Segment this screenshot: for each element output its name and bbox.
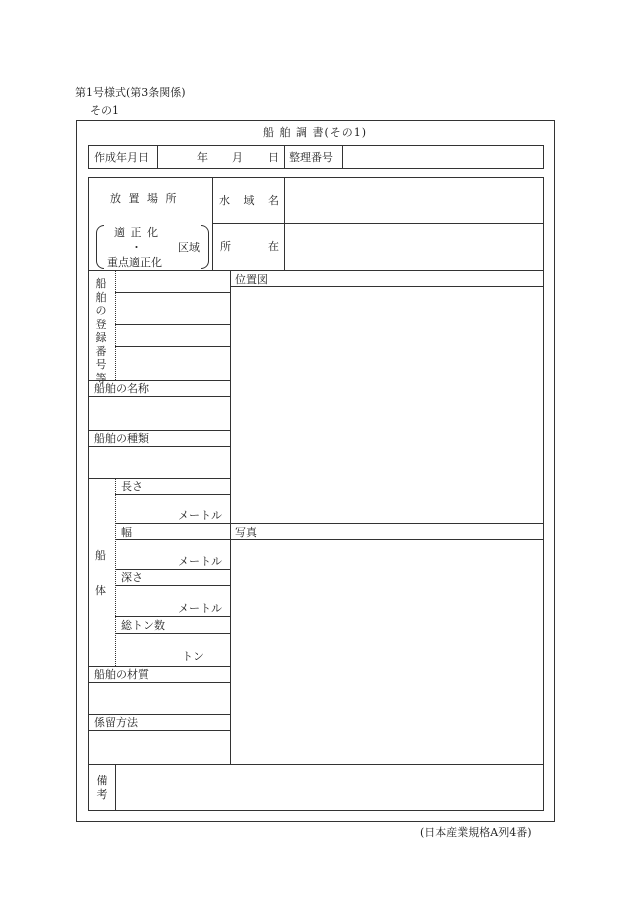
abandoned-place-label: 放 置 場 所 bbox=[110, 192, 179, 205]
paper-size-note: (日本産業規格A列4番) bbox=[420, 826, 532, 839]
tonnage-unit: トン bbox=[182, 650, 204, 663]
day-label: 日 bbox=[268, 151, 279, 164]
reference-number-label: 整理番号 bbox=[289, 151, 333, 164]
form-title: 船 舶 調 書(その1) bbox=[262, 126, 368, 139]
right-brace bbox=[201, 225, 209, 269]
priority-proper-label: 重点適正化 bbox=[107, 256, 162, 269]
form-number: 第1号様式(第3条関係) bbox=[75, 86, 186, 99]
dot-label: ・ bbox=[131, 241, 142, 254]
address-label-2: 在 bbox=[268, 240, 279, 253]
vessel-name-label: 船舶の名称 bbox=[94, 382, 149, 395]
width-unit: メートル bbox=[178, 555, 222, 568]
mooring-method-label: 係留方法 bbox=[94, 716, 138, 729]
hull-label-1: 船 bbox=[95, 549, 106, 562]
year-label: 年 bbox=[197, 151, 208, 164]
left-brace bbox=[96, 225, 104, 269]
registration-label: 船舶の登録番号等 bbox=[95, 277, 107, 385]
hull-label-2: 体 bbox=[95, 584, 106, 597]
length-label: 長さ bbox=[121, 480, 143, 493]
remarks-label: 備考 bbox=[96, 774, 108, 801]
gross-tonnage-label: 総トン数 bbox=[121, 619, 165, 632]
width-label: 幅 bbox=[121, 526, 132, 539]
photo-label: 写真 bbox=[235, 526, 257, 539]
material-label: 船舶の材質 bbox=[94, 668, 149, 681]
location-map-label: 位置図 bbox=[235, 273, 268, 286]
depth-unit: メートル bbox=[178, 602, 222, 615]
part-label: その1 bbox=[90, 104, 119, 117]
vessel-type-label: 船舶の種類 bbox=[94, 432, 149, 445]
water-area-label: 水 域 名 bbox=[219, 194, 284, 207]
depth-label: 深さ bbox=[121, 571, 143, 584]
month-label: 月 bbox=[232, 151, 243, 164]
address-label-1: 所 bbox=[220, 240, 231, 253]
zone-label: 区域 bbox=[178, 241, 200, 254]
proper-label: 適 正 化 bbox=[114, 226, 159, 239]
created-date-label: 作成年月日 bbox=[94, 151, 149, 164]
length-unit: メートル bbox=[178, 509, 222, 522]
